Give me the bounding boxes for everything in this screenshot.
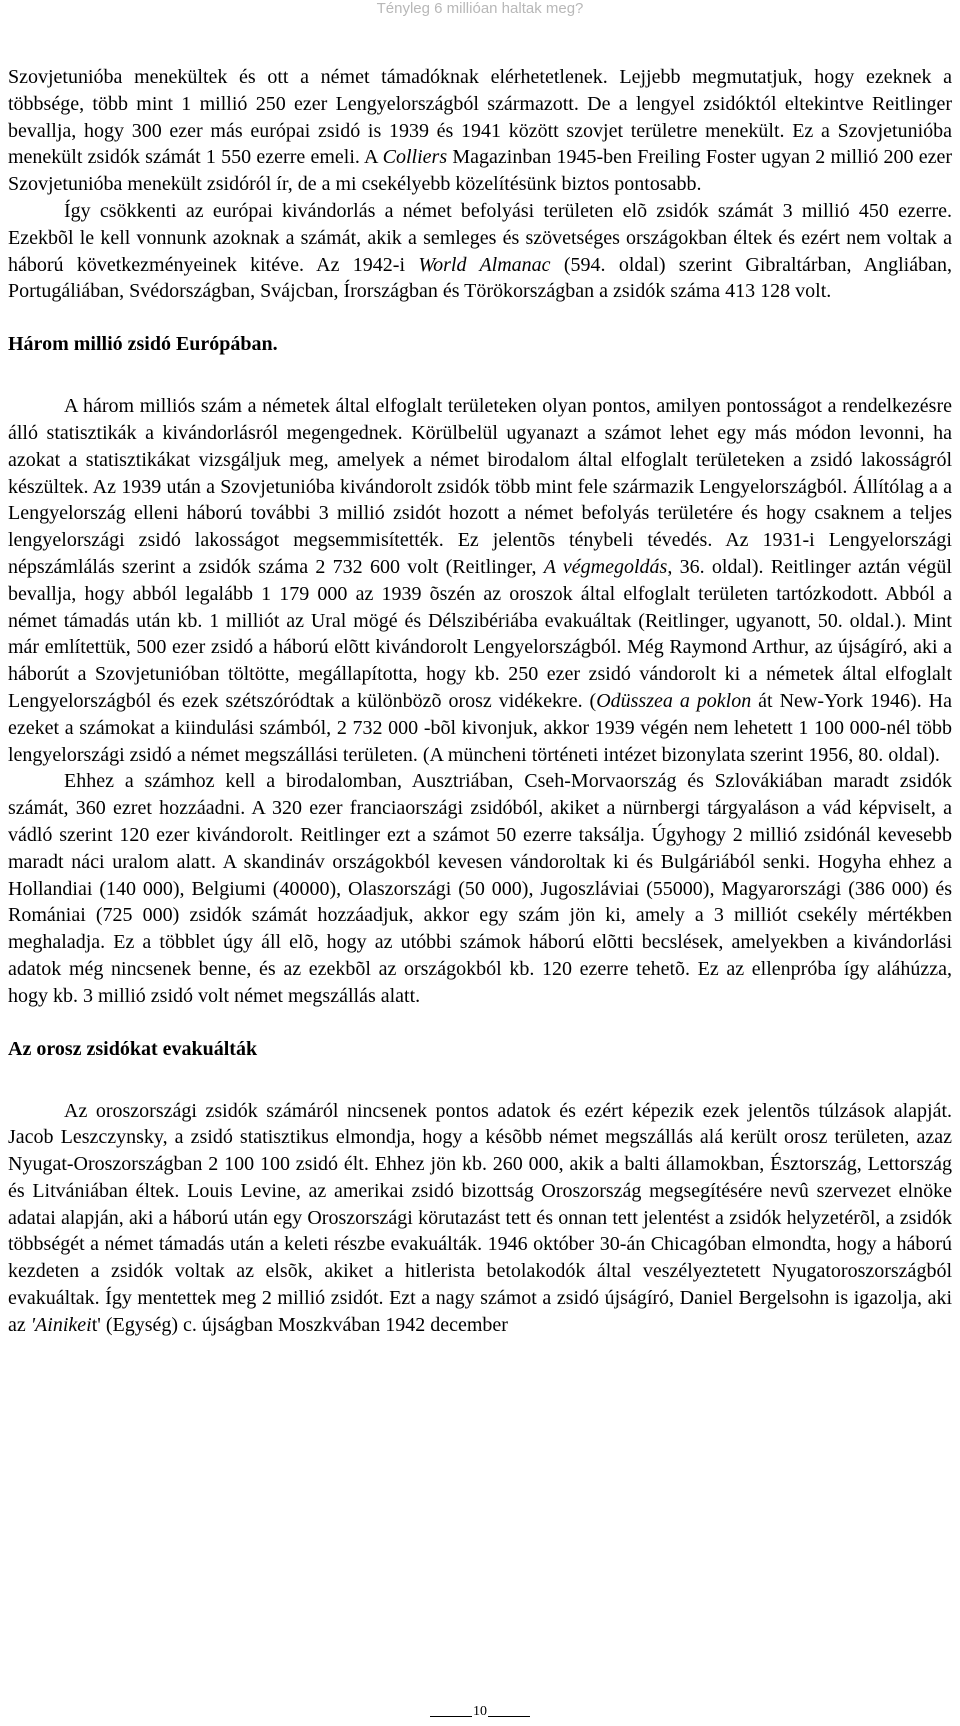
document-body (8, 40, 952, 1339)
text-run: Ehhez a számhoz kell a birodalomban, Ausztriában, Cseh-Morvaország és Szlovákiában maradt zsidók számát, 360 ezret hozzáadni. A 320 ezer franciaországi zsidóból, akiket a nürnbergi tárgyaláson a vád képviselt, a vádló szerint 120 ezer kivándorolt. Reitlinger ezt a számot 50 ezerre taksálja. Úgyhogy 2 millió zsidónál kevesebb maradt náci uralom alatt. A skandináv országokból kevesen vándoroltak ki és Bulgáriából senki. Hogyha ehhez a Hollandiai (140 000), Belgiumi (40000), Olaszországi (50 000), Jugoszláviai (55000), Magyarországi (386 000) és Romániai (725 000) zsidók számát hozzáadjuk, akkor egy szám jön ki, amely a 3 milliót csekély mértékben meghaladja. Ez a többlet úgy áll elõ, hogy az utóbbi számok háború elõtti becslések, amelyekben a kivándorlási adatok még nincsenek benne, és az ezekbõl az országokból kb. 120 ezerre tehetõ. Ez az ellenpróba így aláhúzza, hogy kb. 3 millió zsidó volt német megszállás alatt. (8, 770, 952, 1007)
text-run: , 36. oldal). Reitlinger aztán végül bevallja, hogy abból legalább 1 179 000 az 1939 õszén az oroszok által elfoglalt területen tartózkodott. Abból a német támadás után kb. 1 milliót az Ural mögé és Délszibériába evakuáltak (Reitlinger, ugyanott, 50. oldal.). Mint már említettük, 500 ezer zsidó a háború elõtt kivándorolt Lengyelországból. Még Raymond Arthur, az újságíró, aki a háborút a Szovjetunióban töltötte, megállapította, hogy kb. 250 ezer zsidó vándorolt ki a németek által elfoglalt Lengyelországból és ezek szétszóródtak a különbözõ orosz vidékekre. ( (8, 555, 952, 712)
page-number: 10 (473, 1704, 487, 1719)
running-header (0, 0, 960, 24)
text-run: Így csökkenti az európai kivándorlás a német befolyási területen elõ zsidók számát 3 millió 450 ezerre. Ezekbõl le kell vonnunk azoknak a számát, akik a semleges és szövetséges országokban éltek és ezért nem voltak a háború következményeinek kitéve. Az 1942-i (8, 199, 952, 276)
italic-run: 'Ainikei (30, 1313, 92, 1336)
italic-run: Colliers (382, 146, 448, 169)
text-run: t' (Egység) c. újságban Moszkvában 1942 december (91, 1313, 508, 1336)
running-header-title: Tényleg 6 millióan haltak meg? (376, 0, 584, 17)
text-run: Az oroszországi zsidók számáról nincsenek pontos adatok és ezért képezik ezek jelentõs túlzások alapját. Jacob Leszczynsky, a zsidó statisztikus elmondja, hogy a késõbb német megszállás alá került orosz területen, azaz Nyugat-Oroszországban 2 100 100 zsidó élt. Ehhez jön kb. 260 000, akik a balti államokban, Észtország, Lettország és Litvániában éltek. Louis Levine, az amerikai zsidó bizottság Oroszország megsegítésére nevû szervezet elnöke adatai alapján, aki a háború után egy Oroszországi körutazást tett és onnan tett jelentést a zsidók helyzetérõl, a zsidók többségét a német támadás után a keleti részbe evakuálták. 1946 október 30-án Chicagóban elmondta, hogy a háború kezdeten a zsidók voltak az elsõk, akiket a hitlerista betolakodók által veszélyeztetett Nyugatoroszországból evakuáltak. Így mentettek meg 2 millió zsidót. Ezt a nagy számot a zsidó újságíró, Daniel Bergelsohn is igazolja, aki az (8, 1099, 952, 1336)
section-heading-orosz-zsidok: Az orosz zsidókat evakuálták (8, 1037, 258, 1060)
italic-run: Odüsszea a poklon (596, 689, 752, 712)
text-run: Szovjetunióba menekültek és ott a német támadóknak elérhetetlenek. Lejjebb megmutatjuk, hogy ezeknek a többsége, több mint 1 millió 250 ezer Lengyelországból származott. De a lengyel zsidóktól eltekintve Reitlinger bevallja, hogy 300 ezer más európai zsidó is 1939 és 1941 között szovjet területre menekült. Ez a Szovjetunióba menekült zsidók számát 1 550 ezerre emeli. A (8, 66, 952, 169)
footer-rule-right (488, 1716, 530, 1717)
paragraph-1 (8, 64, 952, 198)
text-run: (594. oldal) szerint Gibraltárban, Angliában, Portugáliában, Svédországban, Svájcban, Írországban és Törökországban a zsidók száma 413 128 volt. (8, 253, 952, 303)
text-run: A három milliós szám a németek által elfoglalt területeken olyan pontos, amilyen pontosságot a rendelkezésre álló statisztikák a kivándorlásról megengednek. Körülbelül ugyanazt a számot lehet egy más módon levonni, ha azokat a statisztikákat vizsgáljuk meg, amelyek a német birodalom által elfoglalt területeken a zsidó lakosságról készültek. Az 1939 után a Szovjetunióba kivándorolt zsidók több mint fele származik Lengyelországból. Állítólag a a Lengyelország elleni háború további 3 millió zsidót hozott a német befolyás területére és hogy csaknem a teljes lengyelországi zsidó lakosságot megsemmisítették. Ez jelentõs ténybeli tévedés. Az 1931-i Lengyelországi népszámlálás szerint a zsidók száma 2 732 600 volt (Reitlinger, (8, 395, 952, 578)
italic-run: World Almanac (418, 253, 551, 276)
paragraph-3 (8, 393, 952, 768)
footer-rule-left (430, 1716, 472, 1717)
text-run: Magazinban 1945-ben Freiling Foster ugyan 2 millió 200 ezer Szovjetunióba menekült zsidóról ír, de a mi csekélyebb közelítésünk biztos pontosabb. (8, 146, 953, 196)
paragraph-4 (8, 768, 952, 1009)
text-run: át New-York 1946). Ha ezeket a számokat a kiindulási számból, 2 732 000 -bõl kivonjuk, akkor 1939 végén nem lehetett 1 100 000-nél több lengyelországi zsidó a német megszállási területen. (A müncheni történeti intézet bizonylata szerint 1956, 80. oldal). (8, 689, 952, 766)
paragraph-2 (8, 198, 952, 305)
section-heading-harom-millio: Három millió zsidó Európában. (8, 333, 278, 356)
italic-run: A végmegoldás (543, 555, 668, 578)
paragraph-5 (8, 1098, 952, 1339)
